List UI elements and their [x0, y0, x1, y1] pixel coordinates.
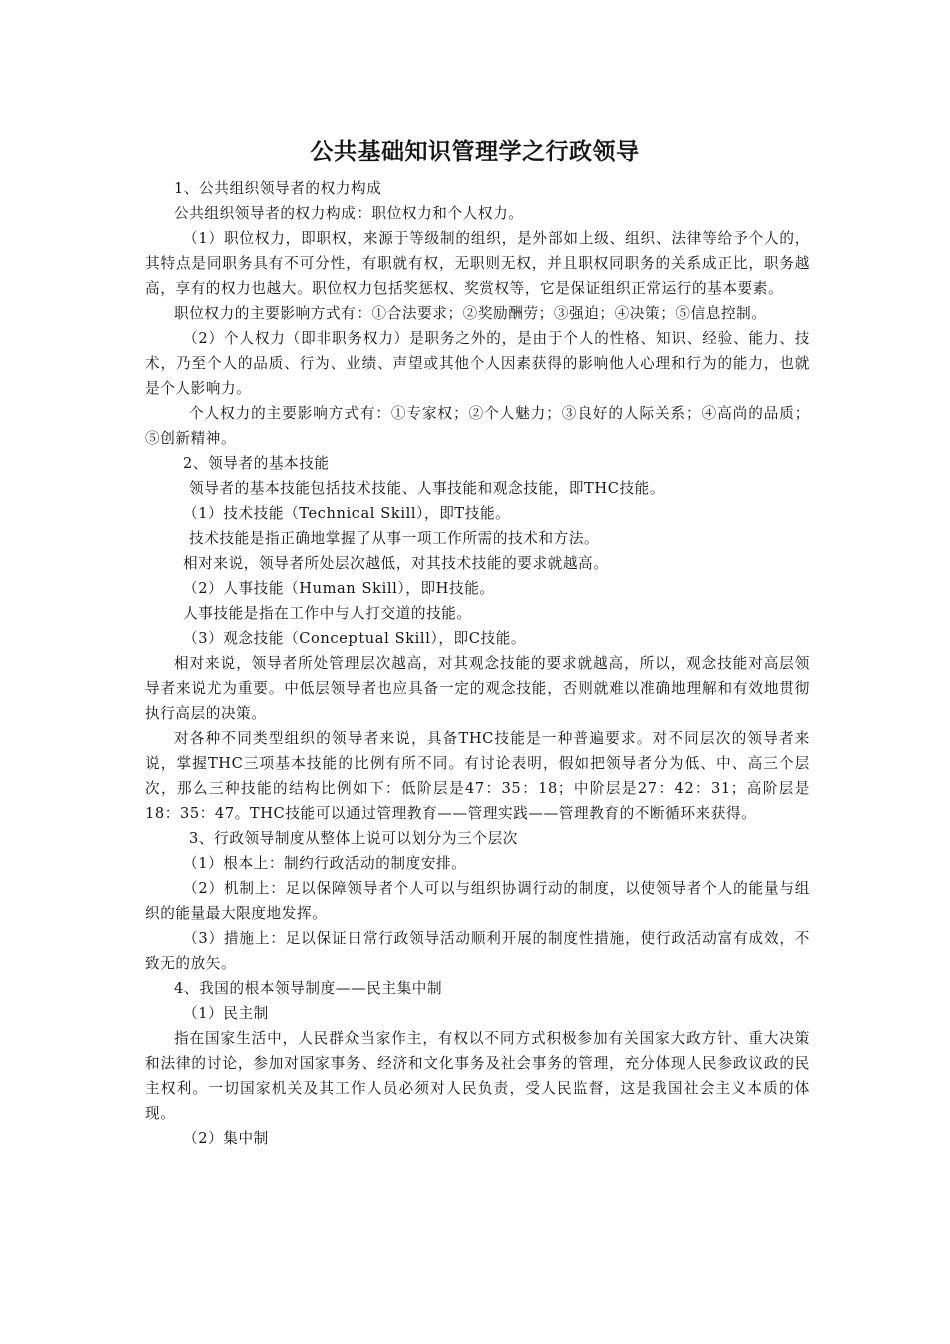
paragraph: 公共组织领导者的权力构成：职位权力和个人权力。 [174, 205, 524, 222]
paragraph: （3）观念技能（Conceptual Skill），即C技能。 [183, 630, 527, 647]
paragraph: 技术技能是指正确地掌握了从事一项工作所需的技术和方法。 [189, 530, 600, 547]
paragraph: 2、领导者的基本技能 [183, 455, 330, 472]
paragraph: 4、我国的根本领导制度——民主集中制 [174, 980, 443, 997]
paragraph: 对各种不同类型组织的领导者来说，具备THC技能是一种普遍要求。对不同层次的领导者来说，掌握THC三项基本技能的比例有所不同。有讨论表明，假如把领导者分为低、中、高三个层次，那么三种技能的结构比例如下：低阶层是47：35：18；中阶层是27：42：31；高阶层是18：35：47。THC技能可以通过管理教育——管理实践——管理教育的不断循环来获得。 [145, 730, 810, 822]
paragraph: 相对来说，领导者所处层次越低，对其技术技能的要求就越高。 [183, 555, 609, 572]
paragraph: 领导者的基本技能包括技术技能、人事技能和观念技能，即THC技能。 [189, 480, 666, 497]
paragraph: 1、公共组织领导者的权力构成 [174, 180, 382, 197]
paragraph: （2）人事技能（Human Skill），即H技能。 [183, 580, 495, 597]
paragraph: （1）技术技能（Technical Skill），即T技能。 [183, 505, 511, 522]
paragraph: （2）集中制 [183, 1130, 269, 1147]
paragraph: （1）民主制 [183, 1005, 269, 1022]
paragraph: 人事技能是指在工作中与人打交道的技能。 [183, 605, 472, 622]
paragraph: （2）个人权力（即非职务权力）是职务之外的，是由于个人的性格、知识、经验、能力、技术，乃至个人的品质、行为、业绩、声望或其他个人因素获得的影响他人心理和行为的能力，也就是个人影响力。 [145, 330, 810, 397]
paragraph: （1）根本上：制约行政活动的制度安排。 [183, 855, 467, 872]
paragraph: 3、行政领导制度从整体上说可以划分为三个层次 [189, 830, 518, 847]
paragraph: 相对来说，领导者所处管理层次越高，对其观念技能的要求就越高，所以，观念技能对高层领导者来说尤为重要。中低层领导者也应具备一定的观念技能，否则就难以准确地理解和有效地贯彻执行高层的决策。 [145, 655, 810, 722]
paragraph: 个人权力的主要影响方式有：①专家权；②个人魅力；③良好的人际关系；④高尚的品质；⑤创新精神。 [145, 405, 810, 447]
paragraph: 职位权力的主要影响方式有：①合法要求；②奖励酬劳；③强迫；④决策；⑤信息控制。 [174, 305, 767, 322]
document-body [145, 176, 810, 1151]
paragraph: （3）措施上：足以保证日常行政领导活动顺利开展的制度性措施，使行政活动富有成效，不致无的放矢。 [145, 930, 810, 972]
paragraph: 指在国家生活中，人民群众当家作主，有权以不同方式积极参加有关国家大政方针、重大决策和法律的讨论，参加对国家事务、经济和文化事务及社会事务的管理，充分体现人民参政议政的民主权利。一切国家机关及其工作人员必须对人民负责，受人民监督，这是我国社会主义本质的体现。 [145, 1030, 810, 1122]
paragraph: （2）机制上：足以保障领导者个人可以与组织协调行动的制度，以使领导者个人的能量与组织的能量最大限度地发挥。 [145, 880, 810, 922]
document-title: 公共基础知识管理学之行政领导 [310, 139, 640, 165]
paragraph: （1）职位权力，即职权，来源于等级制的组织，是外部如上级、组织、法律等给予个人的，其特点是同职务具有不可分性，有职就有权，无职则无权，并且职权同职务的关系成正比，职务越高，享有的权力也越大。职位权力包括奖惩权、奖赏权等，它是保证组织正常运行的基本要素。 [145, 230, 810, 297]
